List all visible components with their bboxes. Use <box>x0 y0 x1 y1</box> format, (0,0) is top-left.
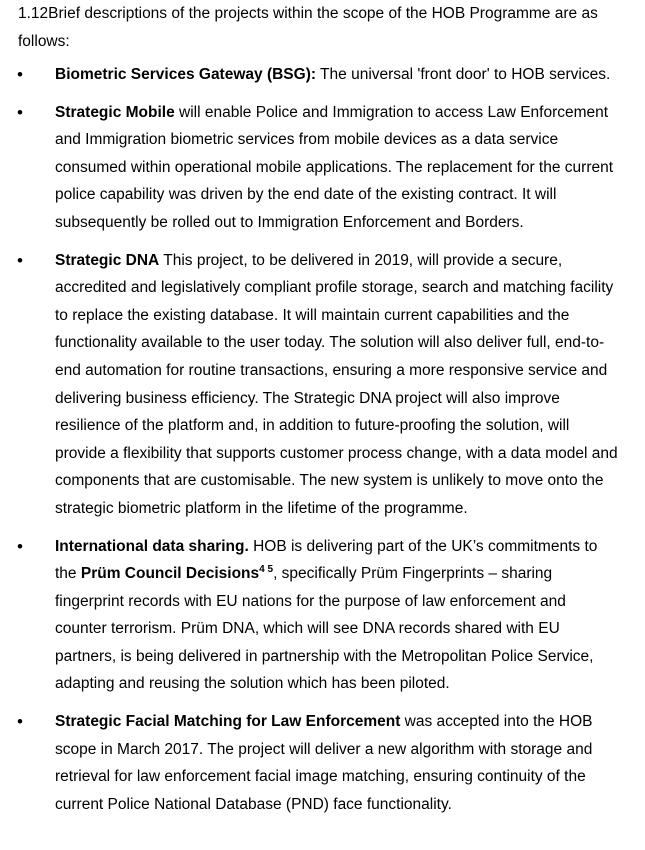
item-body: This project, to be delivered in 2019, will provide a secure, accredited and legislatively compliant profile storage, search and matching facility to replace the existing database. It will maintain current capabilities and the functionality available to the user today. The solution will also deliver full, end-to-end automation for routine transactions, ensuring a more responsive service and delivering business efficiency. The Strategic DNA project will also improve resilience of the platform and, in addition to future-proofing the solution, will provide a flexibility that supports customer process change, with a data model and components that are customisable. The new system is unlikely to move onto the strategic biometric platform in the lifetime of the programme. <box>55 251 618 517</box>
item-lead: Strategic Mobile <box>55 103 175 121</box>
intro-paragraph <box>18 0 628 55</box>
item-body: HOB is delivering part of the UK’s commitments to the <box>55 537 598 583</box>
item-body: will enable Police and Immigration to access Law Enforcement and Immigration biometric services from mobile devices as a data service consumed within operational mobile applications. The replacement for the current police capability was driven by the end date of the existing contract. It will subsequently be rolled out to Immigration Enforcement and Borders. <box>55 103 614 231</box>
project-list <box>0 61 645 828</box>
list-item-strategic-dna <box>0 247 620 523</box>
prum-decisions-term: Prüm Council Decisions <box>80 565 260 583</box>
bullet-icon: • <box>17 102 23 122</box>
item-lead: Strategic DNA <box>55 251 160 269</box>
item-body: was accepted into the HOB scope in March 2017. The project will deliver a new algorithm with storage and retrieval for law enforcement facial image matching, ensuring continuity of the current Police National Database (PND) face functionality. <box>55 713 593 813</box>
item-body-continued: , specifically Prüm Fingerprints – sharing fingerprint records with EU nations for the purpose of law enforcement and counter terrorism. Prüm DNA, which will see DNA records shared with EU partners, is being delivered in partnership with the Metropolitan Police Service, adapting and reusing the solution which has been piloted. <box>55 565 594 693</box>
intro-text: Brief descriptions of the projects within the scope of the HOB Programme are as follows: <box>18 5 598 50</box>
paragraph-number: 1.12 <box>18 5 49 22</box>
item-lead: Strategic Facial Matching for Law Enforcement <box>55 713 401 731</box>
bullet-icon: • <box>17 65 23 84</box>
list-item-international-data-sharing <box>0 533 620 699</box>
list-item-strategic-mobile <box>0 99 620 237</box>
footnote-refs: 4 5 <box>259 563 274 575</box>
item-lead: Biometric Services Gateway (BSG): <box>55 66 317 83</box>
list-item-bsg <box>0 61 620 89</box>
bullet-icon: • <box>17 712 23 732</box>
list-item-facial-matching <box>0 708 620 818</box>
bullet-icon: • <box>17 250 23 270</box>
item-body: The universal 'front door' to HOB services. <box>316 66 611 83</box>
bullet-icon: • <box>17 536 23 556</box>
item-lead: International data sharing. <box>55 537 249 555</box>
